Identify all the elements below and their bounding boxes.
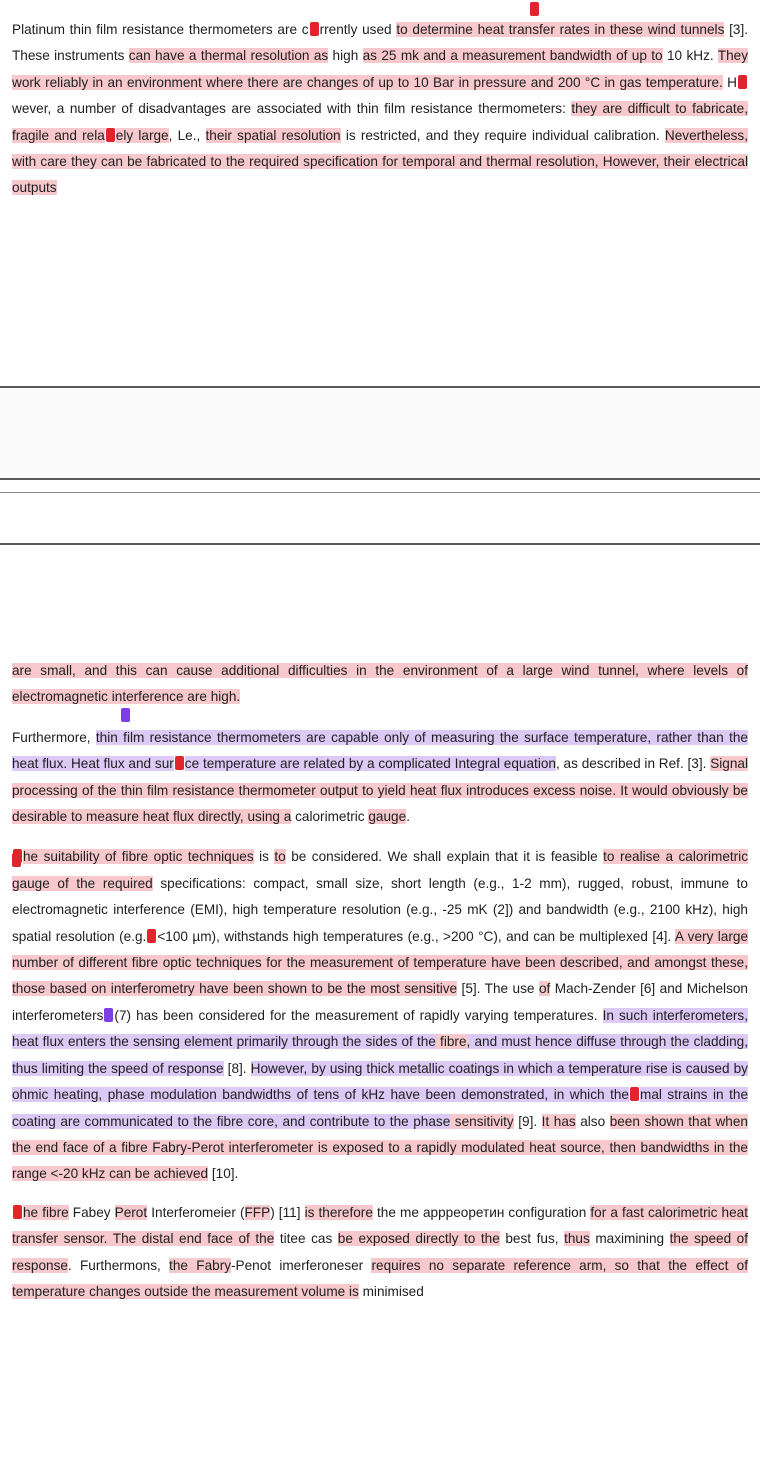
text-run: maximining <box>589 1231 670 1247</box>
text-run: , as described in Ref. [3]. <box>555 756 711 772</box>
page2-paragraph-2 <box>12 725 748 831</box>
highlighted-text: However, by using thick metallic coatings in which a temperature rise is caused by ohmic heating, phase modulation bandwidths of tens of kHz have been demonstrated, in which the <box>12 1060 748 1103</box>
highlighted-text: thus <box>564 1231 590 1247</box>
text-run: the me аррреоретин configuration <box>372 1204 591 1220</box>
highlighted-text: fibre <box>435 1034 467 1050</box>
highlighted-text: to determine heat transfer rates in these wind tunnels <box>396 22 725 37</box>
highlighted-text: their spatial resolution <box>205 127 341 143</box>
highlighted-text: ce temperature are related by a complicated Integral equation <box>184 756 556 772</box>
annotation-marker <box>147 929 156 943</box>
text-run: [8]. <box>223 1060 251 1076</box>
page-break-line <box>0 492 760 493</box>
highlighted-text: FFP <box>244 1204 271 1220</box>
annotation-marker <box>310 22 319 36</box>
page2-paragraph-3 <box>12 844 748 1187</box>
text-run: ) [11] <box>270 1204 305 1220</box>
highlighted-text: as 25 mk and a measurement bandwidth of up to <box>362 48 663 64</box>
text-run: [3]. These instruments <box>12 22 748 64</box>
page1-paragraph <box>12 17 748 202</box>
text-run: is <box>253 849 275 865</box>
text-run: is restricted, and they require individual calibration. <box>340 127 665 143</box>
highlighted-text: Nevertheless, with care they can be fabricated to the required specification for temporal and thermal resolution, However, their electrical outputs <box>12 127 748 196</box>
highlighted-text: are small, and this can cause additional difficulties in the environment of a large wind tunnel, where levels of electromagnetic interference are high. <box>12 663 748 705</box>
page2-text <box>12 658 748 1305</box>
text-run: <100 µm), withstands high temperatures (e.g., >200 °C), and can be multiplexed [4]. <box>157 928 675 944</box>
highlighted-text: of <box>538 981 551 997</box>
text-run: Fabey <box>68 1204 115 1220</box>
annotation-marker <box>630 1087 639 1101</box>
highlighted-text: ely large <box>115 127 169 143</box>
highlighted-text: for a fast calorimetric heat transfer sensor. The distal end face of the <box>12 1204 749 1247</box>
highlighted-text: the speed of response <box>12 1231 749 1273</box>
annotation-marker <box>12 853 21 867</box>
page-break-line <box>0 543 760 545</box>
highlighted-text: he fibre <box>23 1204 69 1220</box>
page2-paragraph-1 <box>12 658 748 711</box>
text-run: titee cas <box>274 1231 338 1247</box>
page-gap <box>0 388 760 478</box>
page2-paragraph-4 <box>12 1200 748 1306</box>
text-run: be considered. We shall explain that it is feasible <box>285 849 604 865</box>
highlighted-text: to <box>274 849 286 865</box>
page1-text <box>12 17 748 202</box>
annotation-marker <box>121 708 130 722</box>
highlighted-text: , and must hence diffuse through the cladding, thus limiting the speed of response <box>12 1034 748 1076</box>
annotation-marker <box>13 1205 22 1219</box>
text-run: (7) has been considered for the measurement of rapidly varying temperatures. <box>114 1007 603 1023</box>
text-run: high <box>328 48 363 64</box>
highlighted-text: gauge <box>368 809 407 825</box>
highlighted-text: be exposed directly to the <box>337 1231 500 1247</box>
highlighted-text: been shown that when the end face of a fibre Fabry-Perot interferometer is exposed to a rapidly modulated heat source, then bandwidths in the range <-20 kHz can be achieved <box>12 1113 748 1182</box>
text-run: , Le., <box>168 127 206 143</box>
highlighted-text: Perot <box>114 1204 148 1220</box>
highlighted-text: he suitability of fibre optic techniques <box>23 849 254 865</box>
annotation-marker <box>738 75 747 89</box>
text-run: Interferomeier ( <box>147 1204 245 1220</box>
highlighted-text: They work reliably in an environment where there are changes of up to 10 Bar in pressure and 200 °C in gas temperature. <box>12 48 749 90</box>
text-run: 10 kHz. <box>662 48 718 64</box>
highlighted-text: they are difficult to fabricate, fragile and rela <box>12 101 749 143</box>
highlighted-text: sensitivity <box>450 1113 514 1129</box>
highlighted-text: In such interferometers, heat flux enters the sensing element primarily through the sides of the <box>12 1007 748 1050</box>
text-run: minimised <box>358 1283 424 1299</box>
highlighted-text: is therefore <box>304 1204 373 1220</box>
text-run: H <box>722 74 737 90</box>
annotation-marker <box>106 128 115 142</box>
text-run: [5]. The use <box>457 981 539 997</box>
text-run: . <box>406 809 410 825</box>
text-run: [10]. <box>208 1166 239 1182</box>
highlighted-text: A very large number of different fibre optic techniques for the measurement of temperature have been described, and amongst these, those based on interferometry have been shown to be the most sensitive <box>12 928 749 997</box>
text-run: rrently used <box>319 22 397 37</box>
text-run: also <box>575 1113 610 1129</box>
highlighted-text: can have a thermal resolution as <box>128 48 329 64</box>
highlighted-text: thin film resistance thermometers are capable only of measuring the surface temperature, rather than the heat flux. Heat flux and sur <box>12 729 748 772</box>
text-run: best fus, <box>499 1231 565 1247</box>
text-run: -Penot imerferoneser <box>231 1257 372 1273</box>
page-break-line <box>0 478 760 480</box>
annotation-marker <box>104 1008 113 1022</box>
annotation-marker <box>175 756 184 770</box>
text-run: wever, a number of disadvantages are associated with thin film resistance thermometers: <box>12 101 572 117</box>
text-run: Platinum thin film resistance thermometers are c <box>12 22 309 37</box>
text-run: Furthermore, <box>12 729 96 745</box>
highlighted-text: Signal processing of the thin film resistance thermometer output to yield heat flux introduces excess noise. It would obviously be desirable to measure heat flux directly, using a <box>12 756 749 825</box>
text-run: specifications: compact, small size, short length (e.g., 1-2 mm), rugged, robust, immune to electromagnetic interference (EMI), high temperature resolution (e.g., -25 mK (2]) and bandwidth (e.g., 2100 kHz), high spatial resolution (e.g. <box>12 875 748 944</box>
text-run: calorimetric <box>291 809 369 825</box>
highlighted-text: requires no separate reference arm, so that the effect of temperature changes outside the measurement volume is <box>12 1257 748 1299</box>
highlighted-text: mal strains in the coating are communicated to the fibre core, and contribute to the phase <box>12 1087 749 1129</box>
highlighted-text: It has <box>541 1113 576 1129</box>
annotation-marker <box>530 2 539 16</box>
highlighted-text: the Fabry <box>169 1257 232 1273</box>
text-run: . Furthermons, <box>67 1257 170 1273</box>
text-run: Mach-Zender [6] and Michelson interferometers <box>12 981 748 1023</box>
text-run: [9]. <box>513 1113 542 1129</box>
highlighted-text: to realise a calorimetric gauge of the required <box>12 849 748 891</box>
